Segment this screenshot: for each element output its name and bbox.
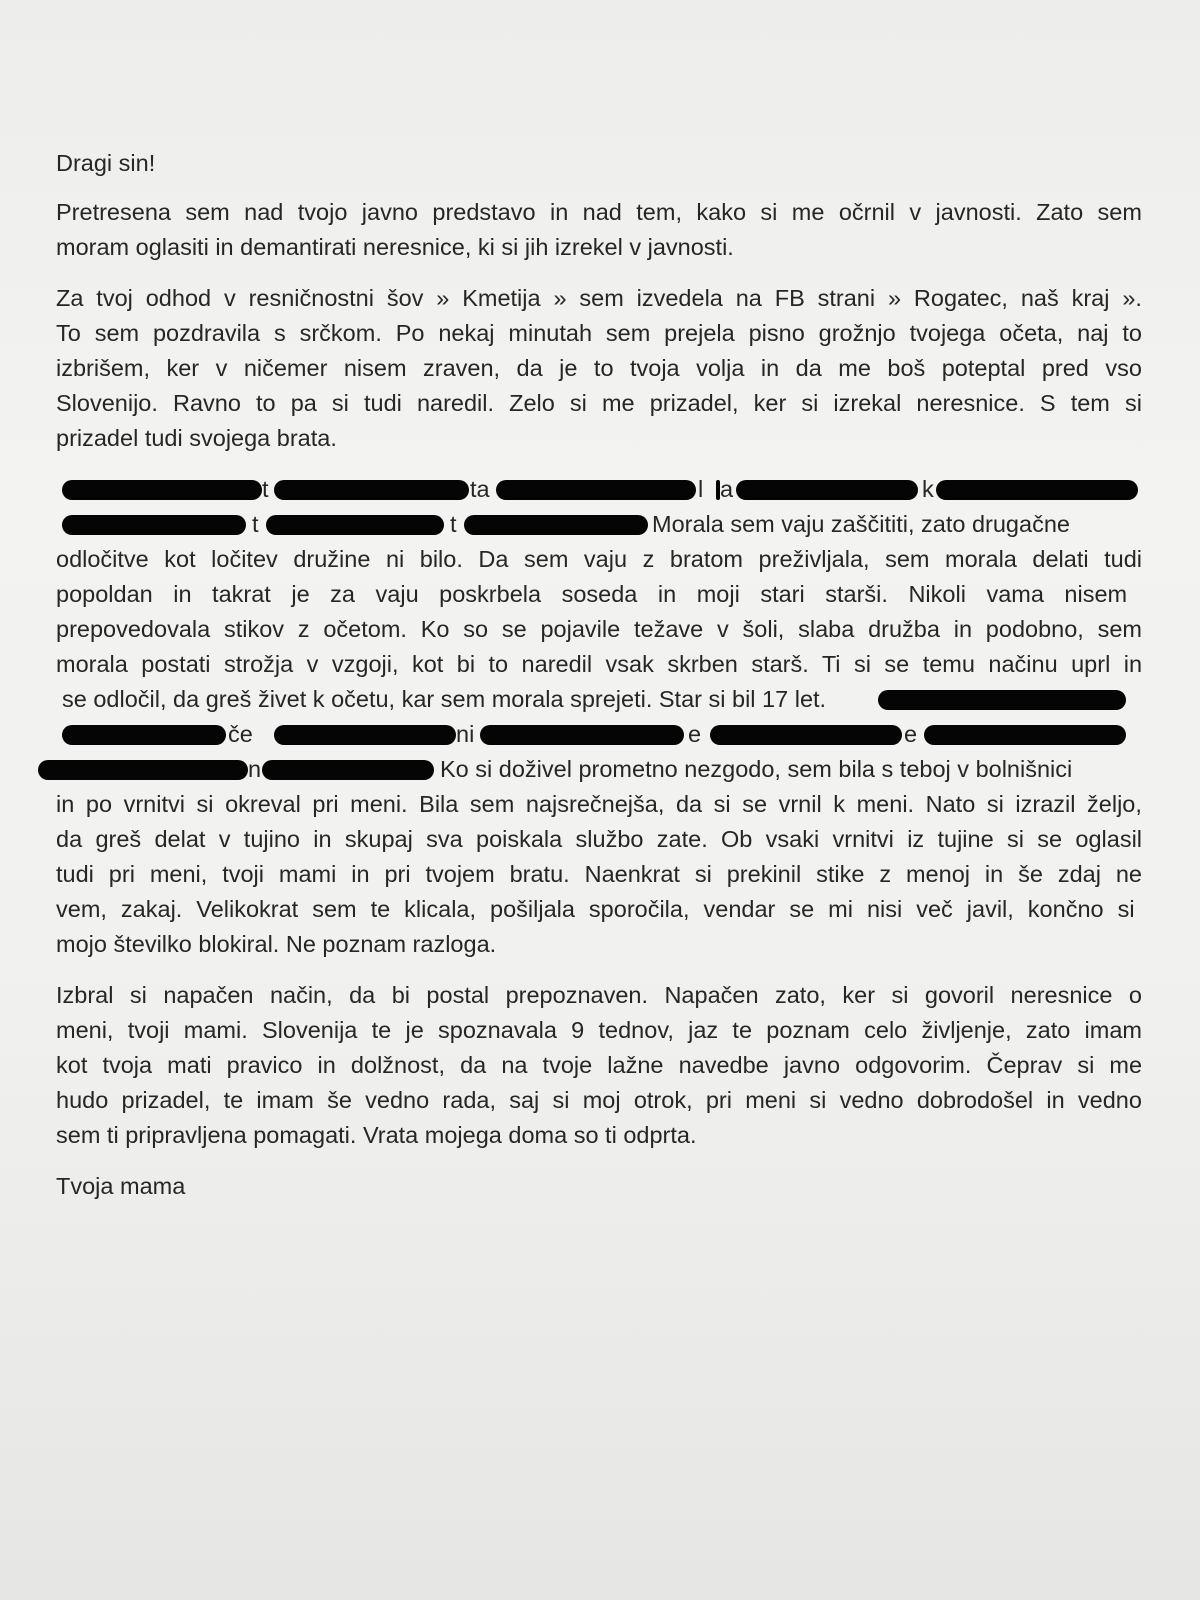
redaction-bar (62, 515, 246, 535)
redaction-bar (464, 515, 648, 535)
redaction-bar (62, 725, 226, 745)
redacted-line (56, 682, 1148, 717)
text-fragment: ni (456, 721, 475, 747)
redaction-bar (62, 480, 262, 500)
text-fragment: e (904, 721, 918, 747)
redaction-bar (710, 725, 902, 745)
redacted-line (56, 507, 1148, 542)
text-line: Slovenijo. Ravno to pa si tudi naredil. Zelo si me prizadel, ker si izrekal neresnice. S tem si (56, 390, 1142, 416)
text-line: prizadel tudi svojega brata. (56, 425, 337, 451)
text-line: se odločil, da greš živet k očetu, kar sem morala sprejeti. Star si bil 17 let. (62, 686, 827, 712)
paragraph-3 (56, 472, 1148, 962)
text-line: Ko si doživel prometno nezgodo, sem bila s teboj v bolnišnici (440, 756, 1073, 782)
text-line: Izbral si napačen način, da bi postal prepoznaven. Napačen zato, ker si govoril neresnice o (56, 982, 1142, 1008)
redacted-line (56, 752, 1148, 787)
text-line: Pretresena sem nad tvojo javno predstavo in nad tem, kako si me očrnil v javnosti. Zato sem (56, 199, 1142, 225)
redaction-bar (736, 480, 918, 500)
redaction-bar (262, 760, 434, 780)
text-line: Morala sem vaju zaščititi, zato drugačne (652, 511, 1070, 537)
redaction-bar (274, 725, 456, 745)
redaction-bar (480, 725, 684, 745)
text-line: hudo prizadel, te imam še vedno rada, saj si moj otrok, pri meni si vedno dobrodošel in vedno (56, 1087, 1142, 1113)
text-line: vem, zakaj. Velikokrat sem te klicala, pošiljala sporočila, vendar se mi nisi več javil, končno si (56, 896, 1135, 922)
text-fragment: t (262, 476, 269, 502)
text-line: moram oglasiti in demantirati neresnice, ki si jih izrekel v javnosti. (56, 234, 734, 260)
text-line: mojo številko blokiral. Ne poznam razloga. (56, 931, 497, 957)
text-line: sem ti pripravljena pomagati. Vrata mojega doma so ti odprta. (56, 1122, 697, 1148)
redaction-bar (274, 480, 469, 500)
redaction-bar (496, 480, 696, 500)
redaction-bar (878, 690, 1126, 710)
text-line: izbrišem, ker v ničemer nisem zraven, da je to tvoja volja in da me boš poteptal pred vso (56, 355, 1142, 381)
text-line: da greš delat v tujino in skupaj sva poiskala službo zate. Ob vsaki vrnitvi iz tujine si se oglasil (56, 826, 1143, 852)
text-line: morala postati strožja v vzgoji, kot bi to naredil vsak skrben starš. Ti si se temu načinu uprl in (56, 651, 1143, 677)
text-fragment: t (450, 511, 457, 537)
text-line: meni, tvoji mami. Slovenija te je spoznavala 9 tednov, jaz te poznam celo življenje, zato imam (56, 1017, 1143, 1043)
text-fragment: n (248, 756, 262, 782)
paragraph-4 (56, 978, 1148, 1153)
text-fragment: če (228, 721, 253, 747)
text-line: in po vrnitvi si okreval pri meni. Bila sem najsrečnejša, da si se vrnil k meni. Nato si izrazil željo, (56, 791, 1142, 817)
redaction-bar (924, 725, 1126, 745)
text-fragment: l (698, 476, 704, 502)
text-line: prepovedovala stikov z očetom. Ko so se pojavile težave v šoli, slaba družba in podobno, sem (56, 616, 1143, 642)
text-fragment: e (688, 721, 702, 747)
letter-body (56, 146, 1148, 1204)
paragraph-1 (56, 195, 1148, 265)
redaction-bar (38, 760, 248, 780)
text-fragment: a (720, 476, 734, 502)
redaction-bar (266, 515, 444, 535)
text-fragment: ta (470, 476, 490, 502)
text-fragment: t (252, 511, 259, 537)
redaction-bar (936, 480, 1138, 500)
paragraph-2 (56, 281, 1148, 456)
text-line: popoldan in takrat je za vaju poskrbela soseda in moji stari starši. Nikoli vama nisem (56, 581, 1128, 607)
signature: Tvoja mama (56, 1173, 186, 1199)
text-fragment: k (922, 476, 934, 502)
text-line: tudi pri meni, tvoji mami in pri tvojem bratu. Naenkrat si prekinil stike z menoj in še zdaj ne (56, 861, 1142, 887)
salutation: Dragi sin! (56, 150, 156, 176)
text-line: To sem pozdravila s srčkom. Po nekaj minutah sem prejela pisno grožnjo tvojega očeta, naj to (56, 320, 1142, 346)
text-line: Za tvoj odhod v resničnostni šov » Kmetija » sem izvedela na FB strani » Rogatec, naš kraj ». (56, 285, 1142, 311)
text-line: odločitve kot ločitev družine ni bilo. Da sem vaju z bratom preživljala, sem morala delati tudi (56, 546, 1143, 572)
text-line: kot tvoja mati pravico in dolžnost, da na tvoje lažne navedbe javno odgovorim. Čeprav si me (56, 1052, 1143, 1078)
redacted-line (56, 717, 1148, 752)
redacted-line (56, 472, 1148, 507)
